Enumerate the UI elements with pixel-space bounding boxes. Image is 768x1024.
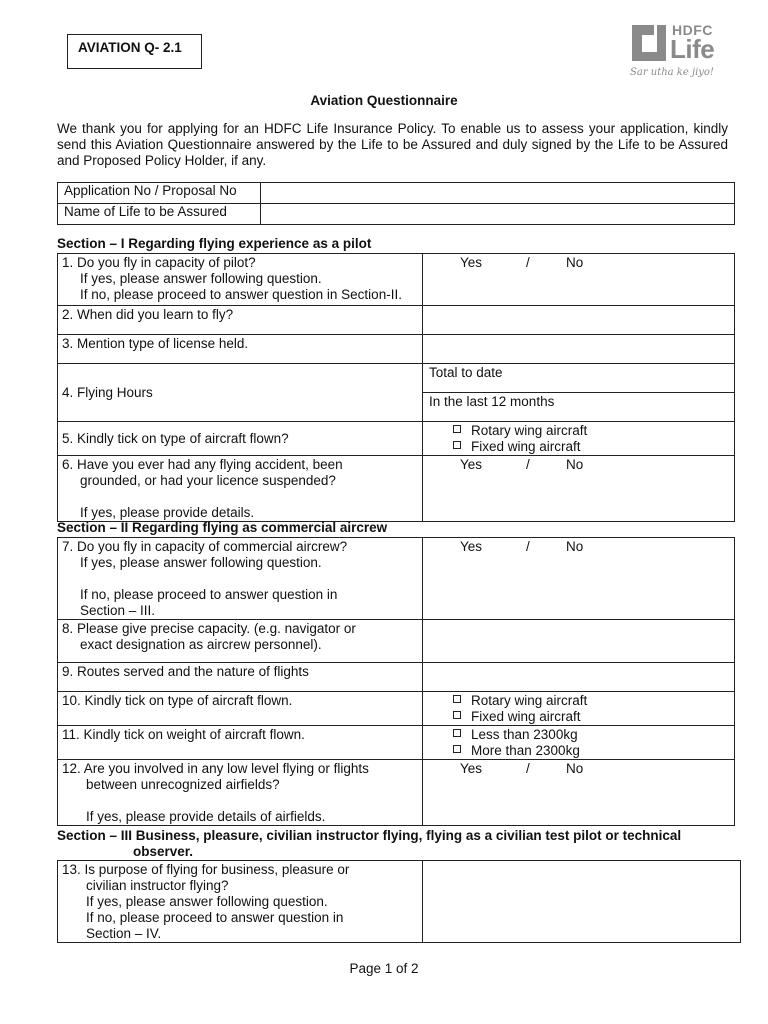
answer-8-field[interactable] xyxy=(423,620,735,663)
table-row xyxy=(58,692,735,726)
page-number: Page 1 of 2 xyxy=(349,961,419,976)
option-label: More than 2300kg xyxy=(471,743,580,758)
no-option[interactable]: No xyxy=(566,539,584,554)
option-label: Fixed wing aircraft xyxy=(471,439,581,454)
table-row xyxy=(58,663,735,692)
checkbox-icon[interactable] xyxy=(453,729,461,737)
rotary-wing-option[interactable] xyxy=(423,693,734,709)
yes-option[interactable]: Yes xyxy=(460,539,483,554)
answer-1-yes-no[interactable] xyxy=(423,254,735,306)
table-row xyxy=(58,364,735,393)
more-than-2300kg-option[interactable] xyxy=(423,743,734,759)
question-13 xyxy=(58,861,423,943)
answer-3-field[interactable] xyxy=(423,335,735,364)
no-option[interactable]: No xyxy=(566,761,584,776)
question-1-note: If no, please proceed to answer question in Section-II. xyxy=(80,287,402,302)
yes-option[interactable]: Yes xyxy=(460,457,483,472)
flying-hours-last-12-field[interactable] xyxy=(423,393,735,422)
last-12-months-label: In the last 12 months xyxy=(429,394,555,409)
application-details-table xyxy=(57,182,735,225)
logo-tagline: Sar utha ke jiyo! xyxy=(630,67,714,78)
total-to-date-label: Total to date xyxy=(429,365,503,380)
question-6-note: If yes, please provide details. xyxy=(80,505,255,520)
question-12-text: between unrecognized airfields? xyxy=(86,777,280,792)
table-row xyxy=(58,861,741,943)
table-row xyxy=(58,620,735,663)
question-7-note: If no, please proceed to answer question in xyxy=(80,587,338,602)
question-2: 2. When did you learn to fly? xyxy=(58,306,423,335)
question-7-note: If yes, please answer following question. xyxy=(80,555,322,570)
table-row xyxy=(58,306,735,335)
intro-paragraph: We thank you for applying for an HDFC Life Insurance Policy. To enable us to assess your application, kindly send this Aviation Questionnaire answered by the Life to be Assured and duly signed by the Life to be Assured and Proposed Policy Holder, if any. xyxy=(57,121,728,168)
question-1-note: If yes, please answer following question. xyxy=(80,271,322,286)
no-option[interactable]: No xyxy=(566,255,584,270)
checkbox-icon[interactable] xyxy=(453,441,461,449)
question-13-note: If yes, please answer following question. xyxy=(86,894,328,909)
question-13-text: civilian instructor flying? xyxy=(86,878,229,893)
question-8 xyxy=(58,620,423,663)
table-row xyxy=(58,335,735,364)
question-13-text: 13. Is purpose of flying for business, pleasure or xyxy=(62,862,350,877)
yes-option[interactable]: Yes xyxy=(460,255,483,270)
flying-hours-total-field[interactable] xyxy=(423,364,735,393)
checkbox-icon[interactable] xyxy=(453,695,461,703)
option-label: Less than 2300kg xyxy=(471,727,578,742)
section-3-table xyxy=(57,860,741,943)
question-12 xyxy=(58,760,423,826)
question-6-text: 6. Have you ever had any flying accident, been xyxy=(62,457,343,472)
answer-13-field[interactable] xyxy=(423,861,741,943)
answer-6-yes-no[interactable] xyxy=(423,456,735,522)
question-5: 5. Kindly tick on type of aircraft flown? xyxy=(58,422,423,456)
answer-2-field[interactable] xyxy=(423,306,735,335)
table-row xyxy=(58,204,735,225)
question-1-text: 1. Do you fly in capacity of pilot? xyxy=(62,255,256,270)
question-10: 10. Kindly tick on type of aircraft flown. xyxy=(58,692,423,726)
table-row xyxy=(58,760,735,826)
checkbox-icon[interactable] xyxy=(453,425,461,433)
logo-mark-icon xyxy=(632,25,666,61)
question-12-text: 12. Are you involved in any low level flying or flights xyxy=(62,761,369,776)
life-assured-name-label: Name of Life to be Assured xyxy=(58,204,261,225)
section-3-heading-continued: observer. xyxy=(133,844,194,859)
question-13-note: If no, please proceed to answer question in xyxy=(86,910,344,925)
answer-11-options xyxy=(423,726,735,760)
answer-7-yes-no[interactable] xyxy=(423,538,735,620)
fixed-wing-option[interactable] xyxy=(423,439,734,455)
question-4: 4. Flying Hours xyxy=(58,364,423,422)
question-11: 11. Kindly tick on weight of aircraft flown. xyxy=(58,726,423,760)
table-row xyxy=(58,538,735,620)
question-9: 9. Routes served and the nature of flights xyxy=(58,663,423,692)
separator: / xyxy=(526,761,530,776)
table-row xyxy=(58,726,735,760)
section-2-heading: Section – II Regarding flying as commercial aircrew xyxy=(57,520,388,535)
question-3: 3. Mention type of license held. xyxy=(58,335,423,364)
option-label: Rotary wing aircraft xyxy=(471,423,588,438)
checkbox-icon[interactable] xyxy=(453,711,461,719)
question-6-text: grounded, or had your licence suspended? xyxy=(80,473,336,488)
answer-5-options xyxy=(423,422,735,456)
table-row xyxy=(58,422,735,456)
question-12-note: If yes, please provide details of airfields. xyxy=(86,809,326,824)
question-13-note: Section – IV. xyxy=(86,926,162,941)
separator: / xyxy=(526,255,530,270)
answer-9-field[interactable] xyxy=(423,663,735,692)
table-row xyxy=(58,254,735,306)
question-6 xyxy=(58,456,423,522)
section-2-table xyxy=(57,537,735,826)
question-8-text: 8. Please give precise capacity. (e.g. navigator or xyxy=(62,621,356,636)
option-label: Fixed wing aircraft xyxy=(471,709,581,724)
logo-brand-text: HDFC xyxy=(672,22,713,38)
logo-life-text: Life xyxy=(670,34,715,64)
separator: / xyxy=(526,539,530,554)
form-code-box: AVIATION Q- 2.1 xyxy=(67,34,202,69)
section-1-table xyxy=(57,253,735,522)
table-row xyxy=(58,456,735,522)
table-row xyxy=(58,183,735,204)
application-no-label: Application No / Proposal No xyxy=(58,183,261,204)
question-8-text: exact designation as aircrew personnel). xyxy=(80,637,322,652)
yes-option[interactable]: Yes xyxy=(460,761,483,776)
separator: / xyxy=(526,457,530,472)
answer-10-options xyxy=(423,692,735,726)
answer-12-yes-no[interactable] xyxy=(423,760,735,826)
less-than-2300kg-option[interactable] xyxy=(423,727,734,743)
life-assured-name-field[interactable] xyxy=(261,204,735,225)
section-3-heading: Section – III Business, pleasure, civilian instructor flying, flying as a civilian test pilot or technical xyxy=(57,828,682,843)
fixed-wing-option[interactable] xyxy=(423,709,734,725)
hdfc-life-logo xyxy=(628,20,728,88)
option-label: Rotary wing aircraft xyxy=(471,693,588,708)
question-7-text: 7. Do you fly in capacity of commercial aircrew? xyxy=(62,539,348,554)
question-7 xyxy=(58,538,423,620)
page-title: Aviation Questionnaire xyxy=(310,93,458,108)
section-1-heading: Section – I Regarding flying experience as a pilot xyxy=(57,236,372,251)
checkbox-icon[interactable] xyxy=(453,745,461,753)
question-1 xyxy=(58,254,423,306)
question-7-note: Section – III. xyxy=(80,603,156,618)
rotary-wing-option[interactable] xyxy=(423,423,734,439)
no-option[interactable]: No xyxy=(566,457,584,472)
application-no-field[interactable] xyxy=(261,183,735,204)
